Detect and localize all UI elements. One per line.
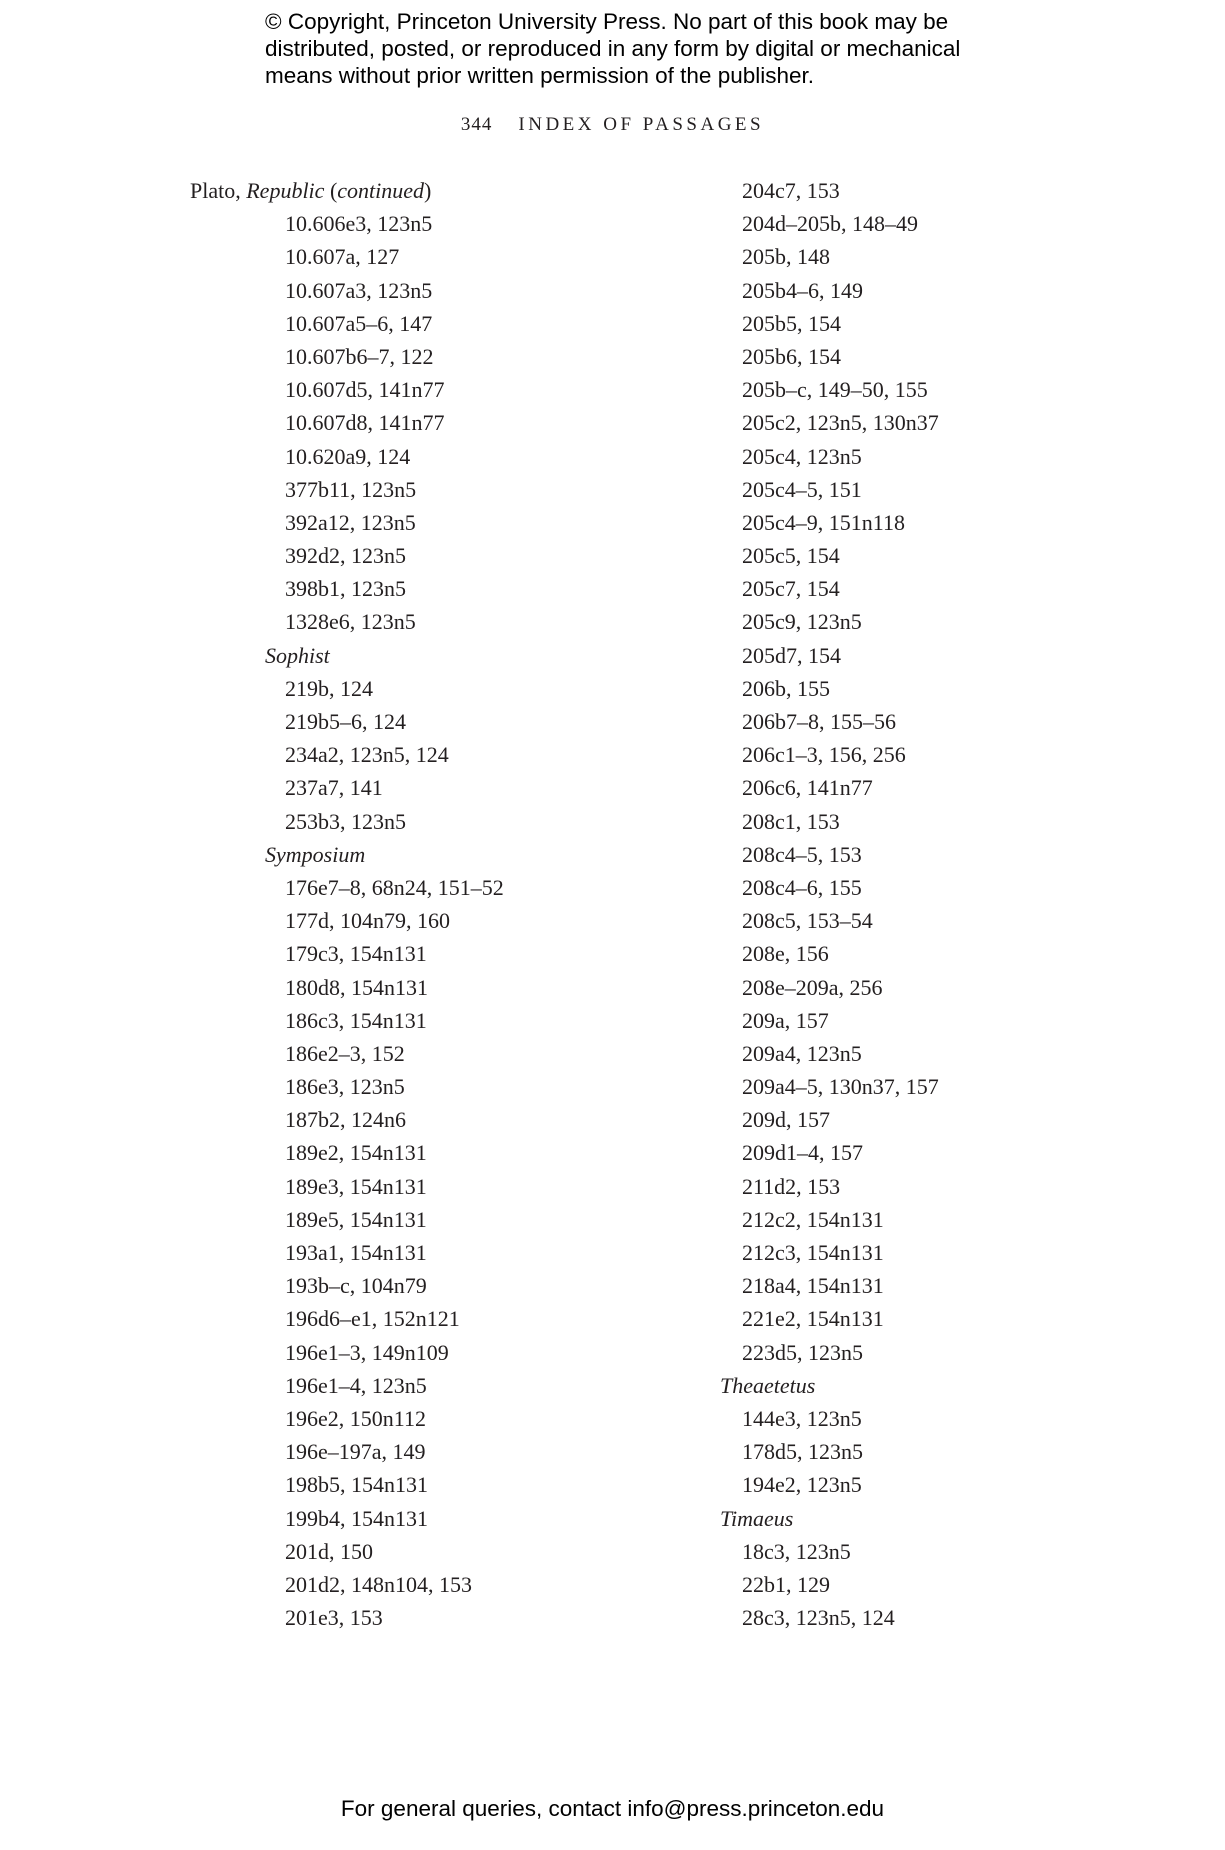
index-entry: 205c4, 123n5 <box>742 443 862 469</box>
index-entry: 208c4–6, 155 <box>742 874 862 900</box>
index-entry: 180d8, 154n131 <box>285 974 428 1000</box>
index-entry: 196e1–3, 149n109 <box>285 1339 449 1365</box>
copyright-notice <box>265 8 1025 89</box>
work-heading-sophist: Sophist <box>265 642 330 668</box>
index-entry: 209a4–5, 130n37, 157 <box>742 1074 939 1100</box>
theaetetus-entries <box>720 1402 1180 1502</box>
index-entry: 392d2, 123n5 <box>285 543 406 569</box>
index-entry: 196e–197a, 149 <box>285 1439 426 1465</box>
author-name: Plato, <box>190 178 247 203</box>
index-entry: 212c2, 154n131 <box>742 1206 884 1232</box>
running-head-title: INDEX OF PASSAGES <box>518 114 765 135</box>
index-entry: 205c5, 154 <box>742 543 840 569</box>
index-entry: 186e3, 123n5 <box>285 1074 405 1100</box>
footer-contact: For general queries, contact info@press.princeton.edu <box>340 1796 885 1821</box>
index-entry: 221e2, 154n131 <box>742 1306 884 1332</box>
index-entry: 10.620a9, 124 <box>285 443 411 469</box>
index-entry: 144e3, 123n5 <box>742 1405 862 1431</box>
index-entry: 398b1, 123n5 <box>285 576 406 602</box>
index-entry: 209d, 157 <box>742 1107 830 1133</box>
index-entry: 205d7, 154 <box>742 642 841 668</box>
index-entry: 18c3, 123n5 <box>742 1538 851 1564</box>
index-entry: 193a1, 154n131 <box>285 1240 427 1265</box>
index-entry: 204c7, 153 <box>742 178 840 203</box>
work-heading-timaeus: Timaeus <box>720 1505 794 1531</box>
index-column-right <box>720 174 1180 1634</box>
index-entry: 10.607b6–7, 122 <box>285 343 434 369</box>
page-number: 344 <box>460 114 493 135</box>
index-entry: 205b–c, 149–50, 155 <box>742 377 928 403</box>
index-entry: 206c6, 141n77 <box>742 775 873 801</box>
index-entry: 189e5, 154n131 <box>285 1206 427 1232</box>
index-entry: 205c2, 123n5, 130n37 <box>742 410 939 436</box>
index-entry: 377b11, 123n5 <box>285 476 417 502</box>
index-entry: 205c9, 123n5 <box>742 609 862 635</box>
index-entry: 199b4, 154n131 <box>285 1505 428 1531</box>
index-entry: 186e2–3, 152 <box>285 1040 405 1066</box>
work-heading-symposium: Symposium <box>265 841 366 867</box>
index-entry: 205b4–6, 149 <box>742 277 863 303</box>
index-entry: 208e, 156 <box>742 941 829 967</box>
copyright-line: distributed, posted, or reproduced in any form by digital or mechanical <box>265 36 961 61</box>
index-entry: 223d5, 123n5 <box>742 1339 863 1365</box>
index-entry: 10.607a5–6, 147 <box>285 310 433 336</box>
index-entry: 205c4–5, 151 <box>742 476 862 502</box>
index-entry: 208c1, 153 <box>742 808 840 834</box>
index-entry: 206b, 155 <box>742 675 830 701</box>
index-entry: 201d2, 148n104, 153 <box>285 1571 472 1597</box>
continued-label: continued <box>337 178 425 203</box>
index-entry: 206b7–8, 155–56 <box>742 709 896 734</box>
index-entry: 208c5, 153–54 <box>742 908 873 934</box>
copyright-line: means without prior written permission of the publisher. <box>265 63 815 88</box>
index-entry: 10.607d5, 141n77 <box>285 377 445 403</box>
index-entry: 1328e6, 123n5 <box>285 609 416 635</box>
index-entry: 196e1–4, 123n5 <box>285 1372 427 1398</box>
index-entry: 10.607a, 127 <box>285 244 400 270</box>
index-entry: 22b1, 129 <box>742 1571 830 1597</box>
index-entry: 205c7, 154 <box>742 576 840 602</box>
index-entry: 201e3, 153 <box>285 1605 383 1631</box>
work-title: Republic <box>246 178 325 203</box>
index-entry: 10.607a3, 123n5 <box>285 277 433 303</box>
index-entry: 205b6, 154 <box>742 343 841 369</box>
index-entry: 176e7–8, 68n24, 151–52 <box>285 874 504 900</box>
index-entry: 205b5, 154 <box>742 310 841 336</box>
index-entry: 209a4, 123n5 <box>742 1040 862 1066</box>
index-entry: 219b, 124 <box>285 675 373 701</box>
index-column-left <box>190 174 650 1634</box>
index-entry: 253b3, 123n5 <box>285 808 406 834</box>
index-entry: 219b5–6, 124 <box>285 709 406 734</box>
index-entry: 178d5, 123n5 <box>742 1439 863 1465</box>
index-entry: 177d, 104n79, 160 <box>285 908 450 934</box>
index-entry: 209d1–4, 157 <box>742 1140 863 1166</box>
timaeus-entries <box>720 1535 1180 1635</box>
index-entry-author: Plato, Republic (continued) <box>190 178 432 203</box>
index-entry: 211d2, 153 <box>742 1173 841 1199</box>
index-entry: 196e2, 150n112 <box>285 1405 426 1431</box>
index-entry: 10.607d8, 141n77 <box>285 410 445 436</box>
copyright-line: © Copyright, Princeton University Press. No part of this book may be <box>265 9 949 34</box>
index-entry: 205b, 148 <box>742 244 830 270</box>
index-entry: 198b5, 154n131 <box>285 1472 428 1498</box>
index-entry: 10.606e3, 123n5 <box>285 211 433 237</box>
symposium-entries <box>190 871 650 1634</box>
index-entry: 234a2, 123n5, 124 <box>285 742 449 768</box>
republic-entries <box>190 207 650 638</box>
index-entry: 392a12, 123n5 <box>285 509 416 535</box>
index-entry: 206c1–3, 156, 256 <box>742 742 906 768</box>
index-entry: 237a7, 141 <box>285 775 383 801</box>
index-entry: 189e3, 154n131 <box>285 1173 427 1199</box>
index-entry: 208c4–5, 153 <box>742 841 862 867</box>
index-entry: 204d–205b, 148–49 <box>742 211 918 237</box>
index-entry: 208e–209a, 256 <box>742 974 883 1000</box>
index-entry: 194e2, 123n5 <box>742 1472 862 1498</box>
index-entry: 196d6–e1, 152n121 <box>285 1306 460 1332</box>
symposium-continued-entries <box>720 174 1180 1369</box>
index-entry: 201d, 150 <box>285 1538 373 1564</box>
index-entry: 218a4, 154n131 <box>742 1273 884 1299</box>
sophist-entries <box>190 672 650 838</box>
index-entry: 212c3, 154n131 <box>742 1240 884 1265</box>
index-entry: 205c4–9, 151n118 <box>742 509 905 535</box>
index-entry: 186c3, 154n131 <box>285 1007 427 1033</box>
index-entry: 187b2, 124n6 <box>285 1107 406 1133</box>
work-heading-theaetetus: Theaetetus <box>720 1372 816 1398</box>
index-entry: 179c3, 154n131 <box>285 941 427 967</box>
running-head <box>0 114 1225 136</box>
index-entry: 189e2, 154n131 <box>285 1140 427 1166</box>
index-entry: 28c3, 123n5, 124 <box>742 1605 895 1631</box>
index-entry: 193b–c, 104n79 <box>285 1273 427 1299</box>
index-entry: 209a, 157 <box>742 1007 829 1033</box>
